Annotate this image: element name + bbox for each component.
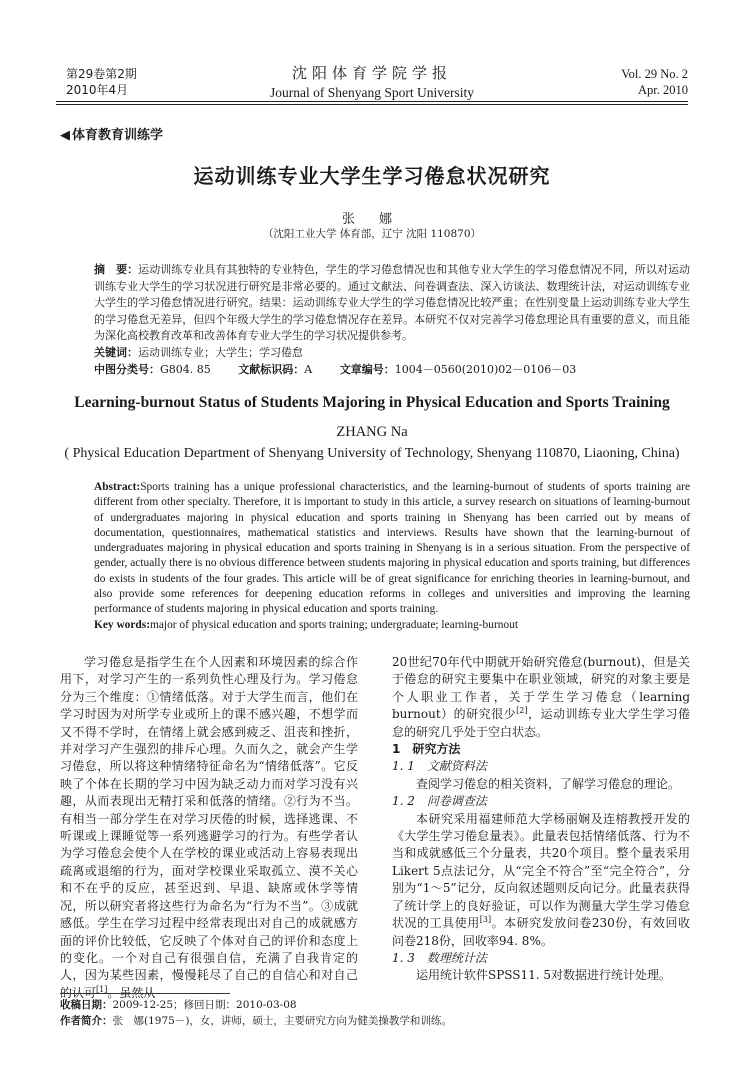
section-arrow-icon: ◀ [60, 128, 70, 143]
heading-methods: 1 研究方法 [392, 742, 461, 757]
journal-volume-en [621, 66, 688, 98]
questionnaire-tail: 。本研究发放问卷230份，有效回收问卷218份，回收率94. 8%。 [392, 916, 690, 948]
heading-literature: 1. 1 文献资料法 [392, 759, 487, 774]
abstract-en-label: Abstract: [94, 481, 141, 493]
intro-continued [392, 654, 690, 741]
citation-3: [3] [479, 915, 492, 925]
clc-label: 中图分类号： [94, 363, 160, 376]
volume-en: Vol. 29 No. 2 [621, 67, 688, 81]
intro-cont-text: 20世纪70年代中期就开始研究倦怠(burnout)，但是关于倦怠的研究主要集中在职业领域，研究的对象主要是个人职业工作者，关于学生学习倦怠（learning burnout）的研究很少 [392, 655, 690, 722]
citation-2: [2] [516, 706, 528, 716]
keywords-en-label: Key words: [94, 618, 150, 631]
article-title-cn: 运动训练专业大学生学习倦怠状况研究 [193, 164, 551, 188]
author-bio: 张 娜(1975－)，女，讲师，硕士，主要研究方向为健美操教学和训练。 [112, 1015, 452, 1027]
article-number [340, 363, 577, 376]
intro-tail: 。虽然从 [107, 985, 156, 1000]
intro-paragraph [60, 654, 358, 1002]
abstract-en [94, 480, 690, 633]
date-en: Apr. 2010 [638, 83, 688, 97]
received-label: 收稿日期： [60, 999, 113, 1011]
body-column-right [392, 654, 690, 985]
heading-questionnaire: 1. 2 问卷调查法 [392, 794, 487, 809]
affiliation-cn: （沈阳工业大学 体育部，辽宁 沈阳 110870） [262, 228, 482, 240]
footnote-author [60, 1014, 690, 1029]
body-column-left [60, 654, 358, 1002]
keywords-cn-label: 关键词： [94, 345, 138, 359]
footnote-rule [60, 993, 230, 994]
para-literature: 查阅学习倦怠的相关资料，了解学习倦怠的理论。 [416, 776, 681, 791]
clc-code [94, 363, 211, 376]
articleno-value: 1004－0560(2010)02－0106－03 [394, 363, 577, 376]
section-label [60, 124, 163, 143]
author-cn: 张 娜 [341, 212, 403, 227]
keywords-cn-text: 运动训练专业；大学生；学习倦怠 [138, 345, 303, 359]
received-dates: 2009-12-25；修回日期：2010-03-08 [112, 999, 297, 1011]
heading-statistics: 1. 3 数理统计法 [392, 950, 487, 965]
date-cn: 2010年4月 [66, 83, 129, 97]
doccode-label: 文献标识码： [238, 363, 305, 376]
articleno-label: 文章编号： [339, 363, 395, 376]
journal-name-cn: 沈阳体育学院学报 [291, 64, 452, 82]
intro-cont-tail: ，运动训练专业大学生学习倦怠的研究几乎处于空白状态。 [392, 707, 690, 739]
citation-1: [1] [96, 984, 108, 994]
abstract-cn [94, 262, 690, 361]
doc-code [238, 363, 312, 376]
keywords-en-text: major of physical education and sports training; undergraduate; learning-burnout [150, 618, 518, 631]
questionnaire-text: 本研究采用福建师范大学杨丽娴及连榕教授开发的《大学生学习倦怠量表》。此量表包括情绪低落、行为不当和成就感低三个分量表，共20个项目。整个量表采用Likert 5点法记分，从“完全不符合”至“完全符合”，分别为“1～5”记分，反向叙述题则反向记分。此量表获得了统计学上的良好验证，可以作为测量大学生学习倦怠状况的工具使用 [392, 811, 690, 931]
section-name: 体育教育训练学 [72, 128, 164, 143]
clc-value: G804. 85 [160, 363, 211, 376]
classification-line [94, 362, 600, 378]
intro-text: 学习倦怠是指学生在个人因素和环境因素的综合作用下，对学习产生的一系列负性心理及行为。学习倦怠分为三个维度：①情绪低落。对于大学生而言，他们在学习时因为对所学专业或所上的课不感兴趣，不想学而又不得不学时，在情绪上就会感到疲乏、沮丧和挫折，并对学习产生强烈的排斥心理。久而久之，就会产生学习倦怠，所以将这种情绪特征命名为“情绪低落”。它反映了个体在长期的学习中因为缺乏动力而对学习没有兴趣，从而表现出无精打采和低落的情绪。②行为不当。有相当一部分学生在对学习厌倦的时候，选择逃课、不听课或上课睡觉等一系列逃避学习的行为。有些学者认为学习倦怠会使个人在学校的课业或活动上容易表现出疏离或退缩的行为，面对学校课业采取孤立、漠不关心和不在乎的反应，甚至迟到、早退、缺席或休学等情况，所以研究者将这些行为命名为“行为不当”。③成就感低。学生在学习过程中经常表现出对自己的成就感方面的评价比较低，它反映了个体对自己的评价和态度上的变化。一个对自己有很强自信，充满了自我肯定的人，因为某些因素，慢慢耗尽了自己的自信心和对自己的认可 [60, 655, 358, 1000]
bio-label: 作者简介： [60, 1015, 113, 1027]
footnote-dates [60, 998, 690, 1013]
abstract-cn-label: 摘 要： [94, 263, 139, 276]
article-title-en: Learning-burnout Status of Students Majoring in Physical Education and Sports Training [74, 394, 670, 411]
journal-name-en: Journal of Shenyang Sport University [270, 85, 474, 100]
volume-cn: 第29卷第2期 [66, 67, 137, 81]
header-rule-thick [56, 101, 688, 102]
abstract-en-text: Sports training has a unique professional characteristics, and the learning-burnout of students of sports training are different from other specialty. Therefore, it is important to study in this article, a survey research on situations of learning-burnout of undergraduates majoring in physical education and sports training in Shenyang has been carried out by means of documentation, questionnaires, mathematical statistics and interviews. Results have shown that the learning-burnout of undergraduates majoring in physical education and sports training in Shenyang is in a serious situation. From the perspective of gender, actually there is no obvious difference between students majoring in physical education and sports training, but differences do exists in students of the four grades. This article will be of great significance for enriching theories in learning-burnout, and also provide some references for deepening education reforms in colleges and universities and improving the learning performance of students majoring in physical education and sports training. [94, 481, 691, 616]
author-en: ZHANG Na [336, 424, 408, 440]
abstract-cn-text: 运动训练专业具有其独特的专业特色，学生的学习倦怠情况也和其他专业大学生的学习倦怠情况不同，所以对运动训练专业大学生的学习状况进行研究是非常必要的。通过文献法、问卷调查法、深入访谈法、数理统计法，对运动训练专业大学生的学习倦怠情况进行研究。结果：运动训练专业大学生的学习倦怠情况比较严重；在性别变量上运动训练专业大学生的学习倦怠无差异，但四个年级大学生的学习倦怠情况存在差异。本研究不仅对完善学习倦怠理论具有重要的意义，而且能为深化高校教育改革和改善体育专业大学生的学习状况提供参考。 [94, 263, 691, 342]
affiliation-en: ( Physical Education Department of Shenyang University of Technology, Shenyang 110870, Liaoning, China) [64, 446, 680, 461]
doccode-value: A [304, 363, 313, 376]
para-questionnaire [392, 811, 690, 950]
para-statistics: 运用统计软件SPSS11. 5对数据进行统计处理。 [416, 968, 672, 983]
header-rule-thin [56, 104, 688, 105]
